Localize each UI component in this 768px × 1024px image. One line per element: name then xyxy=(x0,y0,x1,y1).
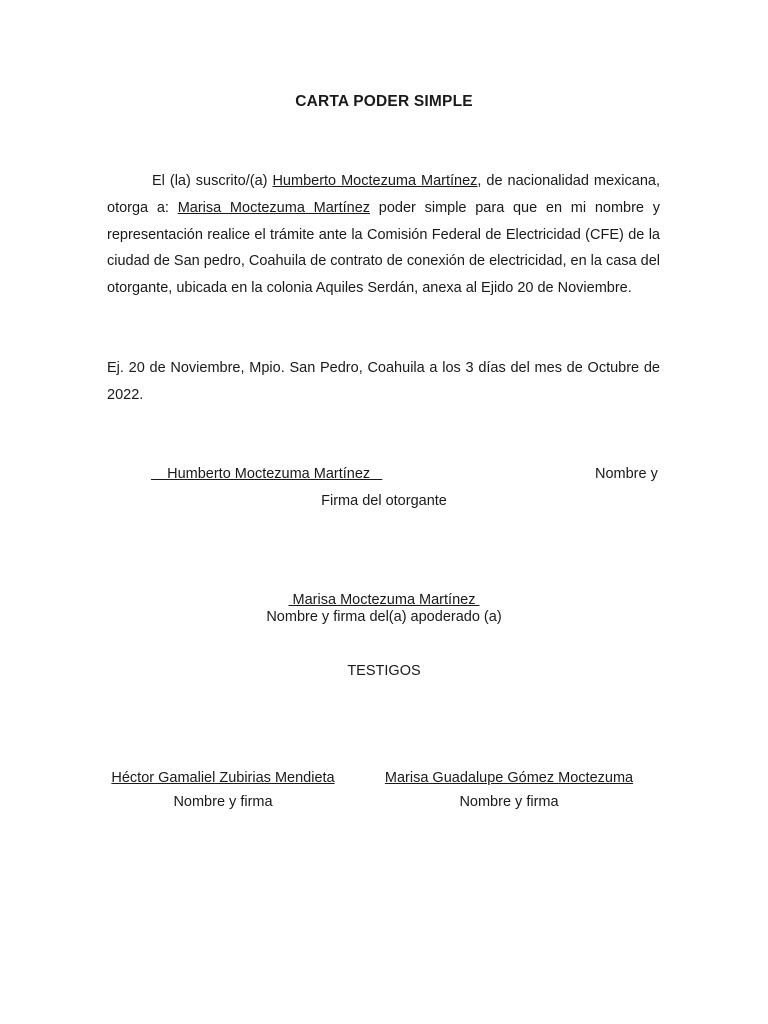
attorney-signature-name-block xyxy=(0,592,768,608)
witnesses-heading: TESTIGOS xyxy=(347,663,421,679)
witness-label: Nombre y firma xyxy=(173,794,273,810)
grantor-signature-name: Humberto Moctezuma Martínez xyxy=(151,466,383,482)
witness-name: Marisa Guadalupe Gómez Moctezuma xyxy=(384,770,634,786)
attorney-signature-label: Nombre y firma del(a) apoderado (a) xyxy=(266,609,502,625)
attorney-name-inline: Marisa Moctezuma Martínez xyxy=(177,199,371,216)
paragraph-text-1: El (la) suscrito/(a) xyxy=(152,173,273,189)
paragraph-text-2: , de nacionalidad mexicana, otorga a: xyxy=(107,173,660,216)
paragraph-text-3: poder simple para que en mi nombre y representación realice el trámite ante la Comisión Federal de Electricidad (CFE) de la ciudad de San pedro, Coahuila de contrato de conexión de electricidad, en la casa del otorgante, ubicada en la colonia Aquiles Serdán, anexa al Ejido 20 de Noviembre. xyxy=(107,199,660,297)
witness-name: Héctor Gamaliel Zubirias Mendieta xyxy=(111,770,335,786)
grantor-signature-label-part1: Nombre y xyxy=(595,466,658,482)
paragraph-place-date: Ej. 20 de Noviembre, Mpio. San Pedro, Coahuila a los 3 días del mes de Octubre de 2022. xyxy=(107,360,660,403)
grantor-name-inline: Humberto Moctezuma Martínez xyxy=(272,173,478,189)
witness-block xyxy=(380,770,638,810)
witness-block xyxy=(107,770,339,810)
document-title: CARTA PODER SIMPLE xyxy=(295,93,473,110)
witness-label: Nombre y firma xyxy=(459,794,559,810)
paragraph-authorization xyxy=(107,168,660,302)
attorney-signature-name: Marisa Moctezuma Martínez xyxy=(288,592,480,608)
grantor-signature-label-part2: Firma del otorgante xyxy=(321,493,447,509)
